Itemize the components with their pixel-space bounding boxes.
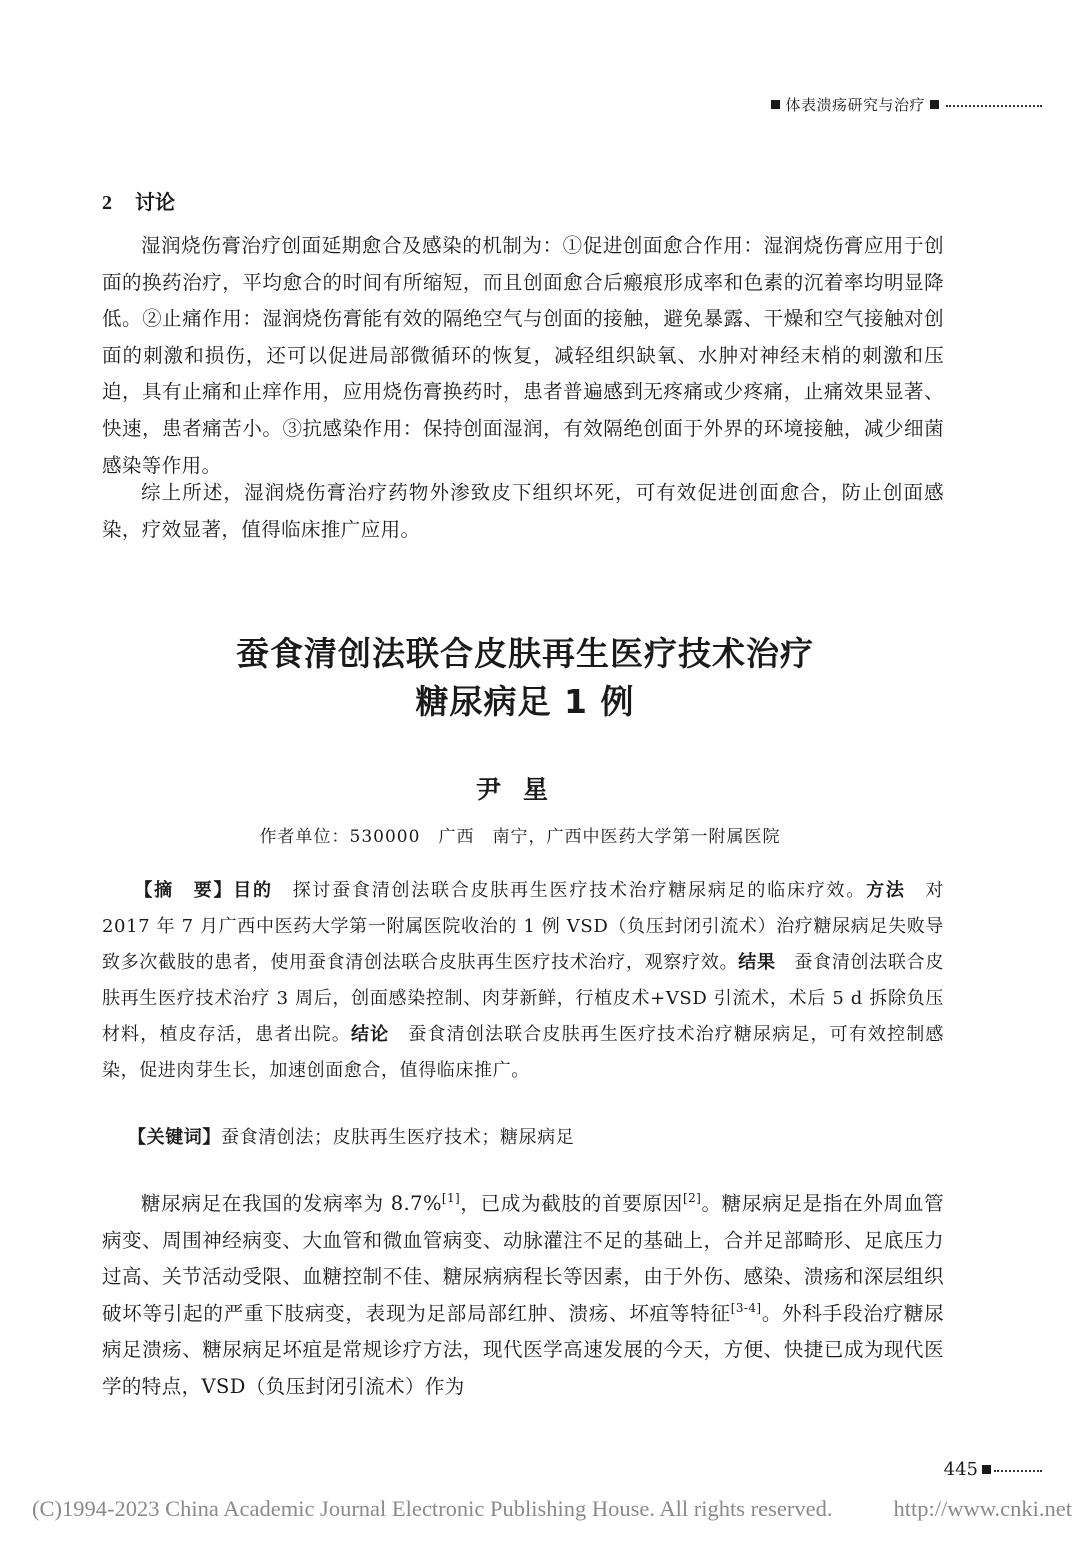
section-heading — [102, 186, 175, 215]
conclusion-label: 结论 — [350, 1024, 390, 1045]
page-number — [944, 1459, 1042, 1480]
objective-label: 目的 — [233, 880, 273, 901]
dotted-leader — [994, 1470, 1042, 1472]
cnki-url[interactable]: http://www.cnki.net — [893, 1496, 1072, 1521]
discussion-paragraph-1: 湿润烧伤膏治疗创面延期愈合及感染的机制为：①促进创面愈合作用：湿润烧伤膏应用于创面的换药治疗，平均愈合的时间有所缩短，而且创面愈合后瘢痕形成率和色素的沉着率均明显降低。②止痛作用：湿润烧伤膏能有效的隔绝空气与创面的接触，避免暴露、干燥和空气接触对创面的刺激和损伤，还可以促进局部微循环的恢复，减轻组织缺氧、水肿对神经末梢的刺激和压迫，具有止痛和止痒作用，应用烧伤膏换药时，患者普遍感到无疼痛或少疼痛，止痛效果显著、快速，患者痛苦小。③抗感染作用：保持创面湿润，有效隔绝创面于外界的环境接触，减少细菌感染等作用。 — [102, 234, 944, 477]
section-title: 讨论 — [134, 190, 175, 214]
author-name: 尹星 — [475, 775, 570, 804]
discussion-paragraph-2: 综上所述，湿润烧伤膏治疗药物外渗致皮下组织坏死，可有效促进创面愈合，防止创面感染，疗效显著，值得临床推广应用。 — [102, 481, 944, 541]
square-bullet-icon — [982, 1465, 991, 1474]
author-affiliation: 作者单位：530000 广西 南宁，广西中医药大学第一附属医院 — [259, 827, 781, 847]
section-number: 2 — [102, 192, 112, 214]
result-label: 结果 — [738, 952, 776, 973]
method-text: 对 2017 年 7 月广西中医药大学第一附属医院收治的 1 例 VSD（负压封闭引流术）治疗糖尿病足失败导致多次截肢的患者，使用蚕食清创法联合皮肤再生医疗技术治疗，观察疗效。 — [102, 880, 945, 973]
square-bullet-icon — [771, 100, 780, 109]
citation-3-4[interactable]: [3-4] — [730, 1300, 762, 1315]
citation-2[interactable]: [2] — [682, 1191, 702, 1205]
article-title-line-1: 蚕食清创法联合皮肤再生医疗技术治疗 — [236, 634, 814, 673]
body-text-d: 。外科手段治疗糖尿病足溃疡、糖尿病足坏疽是常规诊疗方法，现代医学高速发展的今天，方便、快捷已成为现代医学的特点，VSD（负压封闭引流术）作为 — [102, 1301, 944, 1398]
citation-1[interactable]: [1] — [441, 1191, 461, 1205]
abstract-label: 【摘 要】 — [134, 880, 234, 901]
keywords-text: 蚕食清创法；皮肤再生医疗技术；糖尿病足 — [221, 1127, 575, 1148]
article-title — [0, 630, 1050, 726]
body-text-c: 。糖尿病足是指在外周血管病变、周围神经病变、大血管和微血管病变、动脉灌注不足的基础上，合并足部畸形、足底压力过高、关节活动受限、血糖控制不佳、糖尿病病程长等因素，由于外伤、感染、溃疡和深层组织破坏等引起的严重下肢病变，表现为足部局部红肿、溃疡、坏疽等特征 — [102, 1192, 944, 1325]
square-bullet-icon — [930, 100, 939, 109]
running-head-text: 体表溃疡研究与治疗 — [785, 96, 925, 114]
dotted-leader — [946, 105, 1042, 107]
result-text: 蚕食清创法联合皮肤再生医疗技术治疗 3 周后，创面感染控制、肉芽新鲜，行植皮术+VSD 引流术，术后 5 d 拆除负压材料，植皮存活，患者出院。 — [102, 952, 944, 1045]
body-text-b: ，已成为截肢的首要原因 — [460, 1192, 683, 1215]
body-text-a: 糖尿病足在我国的发病率为 8.7% — [141, 1192, 442, 1215]
keywords-label: 【关键词】 — [128, 1127, 221, 1148]
method-label: 方法 — [866, 880, 906, 901]
article-title-line-2: 糖尿病足 1 例 — [415, 682, 635, 721]
objective-text: 探讨蚕食清创法联合皮肤再生医疗技术治疗糖尿病足的临床疗效。 — [272, 880, 867, 901]
abstract — [102, 873, 944, 1089]
running-head — [766, 94, 1042, 115]
body-paragraph-1 — [102, 1186, 944, 1406]
copyright-footer — [32, 1496, 1072, 1522]
conclusion-text: 蚕食清创法联合皮肤再生医疗技术治疗糖尿病足，可有效控制感染，促进肉芽生长，加速创面愈合，值得临床推广。 — [102, 1024, 944, 1081]
copyright-text: (C)1994-2023 China Academic Journal Electronic Publishing House. All rights reserved. — [32, 1496, 833, 1521]
keywords — [128, 1123, 944, 1153]
page-number-text: 445 — [943, 1459, 978, 1480]
